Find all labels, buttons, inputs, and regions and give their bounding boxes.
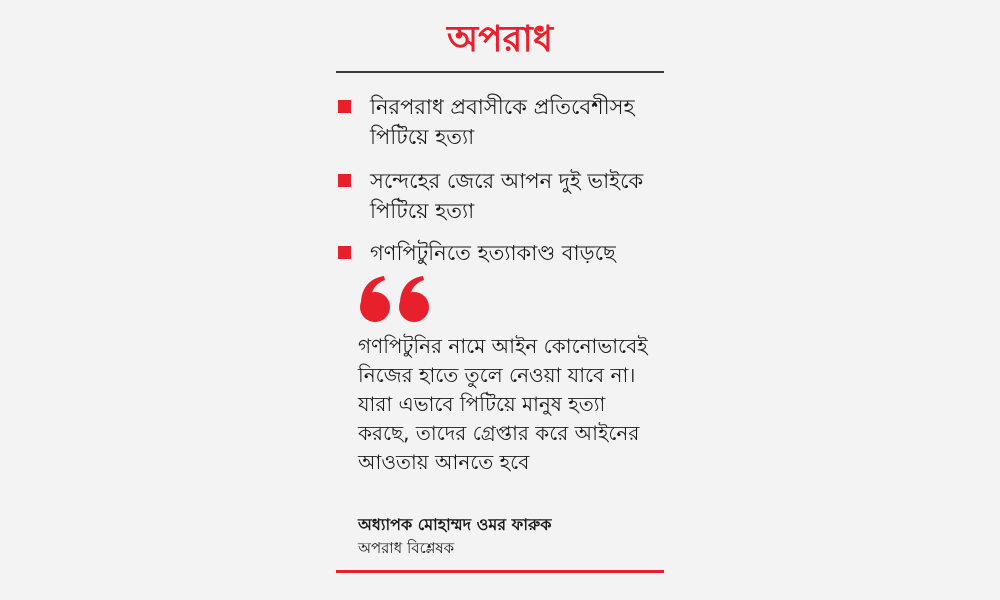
bottom-divider	[336, 570, 664, 573]
infographic-card	[336, 0, 664, 600]
bullet-square-icon	[338, 246, 351, 259]
list-item-text: গণপিটুনিতে হত্যাকাণ্ড বাড়ছে	[370, 241, 616, 265]
list-item-text: সন্দেহের জেরে আপন দুই ভাইকে পিটিয়ে হত্যা	[370, 169, 644, 223]
bullet-list	[336, 92, 664, 282]
author-name: অধ্যাপক মোহাম্মদ ওমর ফারুক	[358, 515, 552, 534]
list-item-text: নিরপরাধ প্রবাসীকে প্রতিবেশীসহ পিটিয়ে হত্যা	[370, 95, 635, 149]
list-item	[336, 166, 664, 226]
title-divider	[336, 71, 664, 73]
page-title: অপরাধ	[446, 19, 554, 60]
list-item	[336, 92, 664, 152]
author-role: অপরাধ বিশ্লেষক	[358, 539, 455, 557]
bullet-square-icon	[338, 174, 351, 187]
quote-text: গণপিটুনির নামে আইন কোনোভাবেই নিজের হাতে তুলে নেওয়া যাবে না। যারা এভাবে পিটিয়ে মানুষ হত্যা করছে, তাদের গ্রেপ্তার করে আইনের আওতায় আনতে হবে	[358, 334, 648, 474]
quote-open-icon	[356, 274, 436, 324]
list-item	[336, 238, 664, 268]
bullet-square-icon	[338, 100, 351, 113]
